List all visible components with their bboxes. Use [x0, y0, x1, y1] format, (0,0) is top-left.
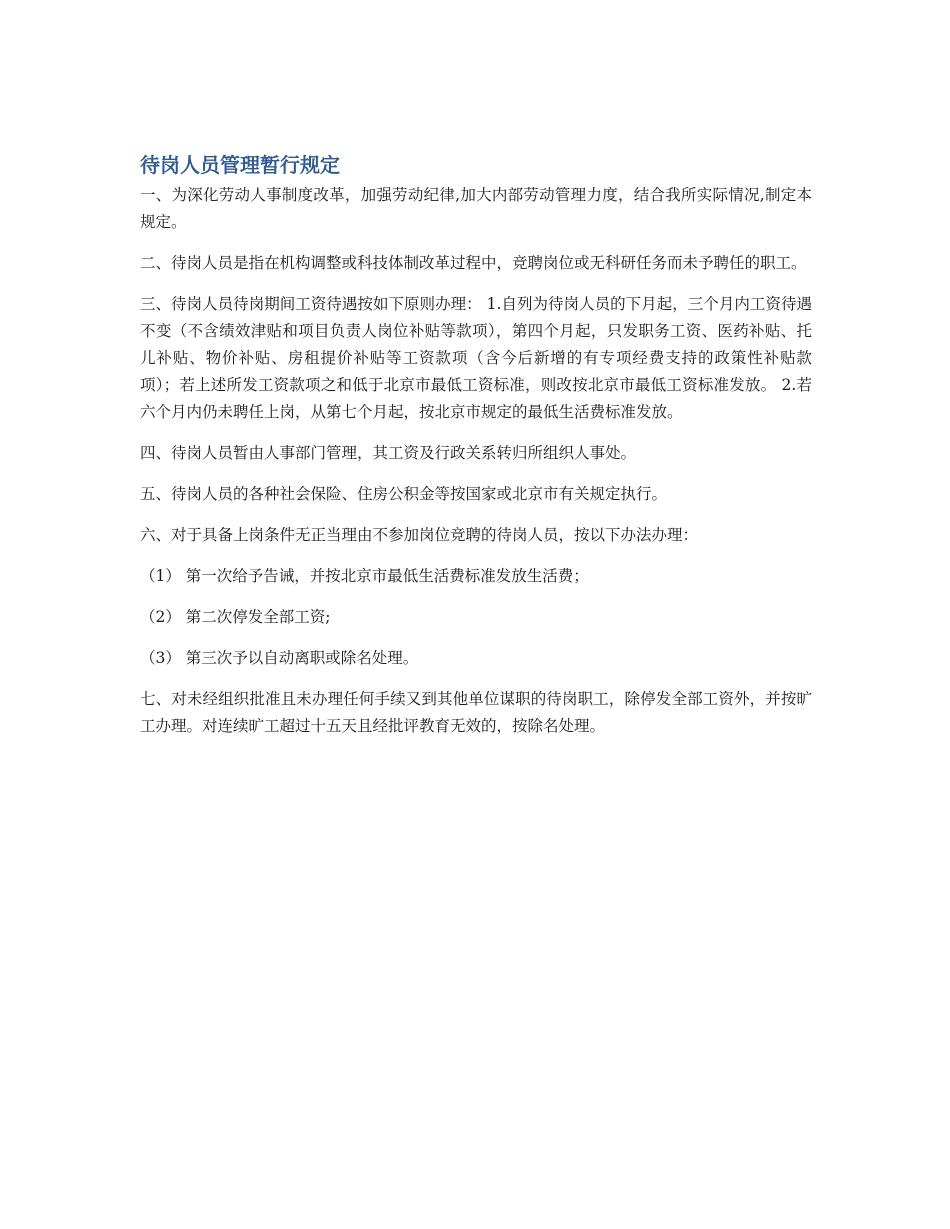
paragraph-6: 六、对于具备上岗条件无正当理由不参加岗位竞聘的待岗人员，按以下办法办理： — [140, 526, 699, 544]
paragraph-3: 三、待岗人员待岗期间工资待遇按如下原则办理： 1.自列为待岗人员的下月起，三个月内工资待遇不变（不含绩效津贴和项目负责人岗位补贴等款项），第四个月起，只发职务工资、医药补贴、托儿补贴、物价补贴、房租提价补贴等工资款项（含今后新增的有专项经费支持的政策性补贴款项）；若上述所发工资款项之和低于北京市最低工资标准，则改按北京市最低工资标准发放。 2.若六个月内仍未聘任上岗，从第七个月起，按北京市规定的最低生活费标准发放。 — [140, 295, 812, 421]
paragraph-1: 一、为深化劳动人事制度改革，加强劳动纪律,加大内部劳动管理力度，结合我所实际情况,制定本规定。 — [140, 186, 812, 231]
paragraph-7: 七、对未经组织批准且未办理任何手续又到其他单位谋职的待岗职工，除停发全部工资外，并按旷工办理。对连续旷工超过十五天且经批评教育无效的，按除名处理。 — [140, 690, 812, 735]
document-body — [140, 150, 812, 754]
paragraph-2: 二、待岗人员是指在机构调整或科技体制改革过程中，竞聘岗位或无科研任务而未予聘任的职工。 — [140, 254, 807, 272]
list-item-3: （3） 第三次予以自动离职或除名处理。 — [140, 649, 419, 667]
paragraph-5: 五、待岗人员的各种社会保险、住房公积金等按国家或北京市有关规定执行。 — [140, 485, 668, 503]
list-item-1: （1） 第一次给予告诫，并按北京市最低生活费标准发放生活费； — [140, 567, 589, 585]
document-title: 待岗人员管理暂行规定 — [140, 153, 340, 177]
paragraph-4: 四、待岗人员暂由人事部门管理，其工资及行政关系转归所组织人事处。 — [140, 444, 637, 462]
list-item-2: （2） 第二次停发全部工资; — [140, 608, 331, 626]
